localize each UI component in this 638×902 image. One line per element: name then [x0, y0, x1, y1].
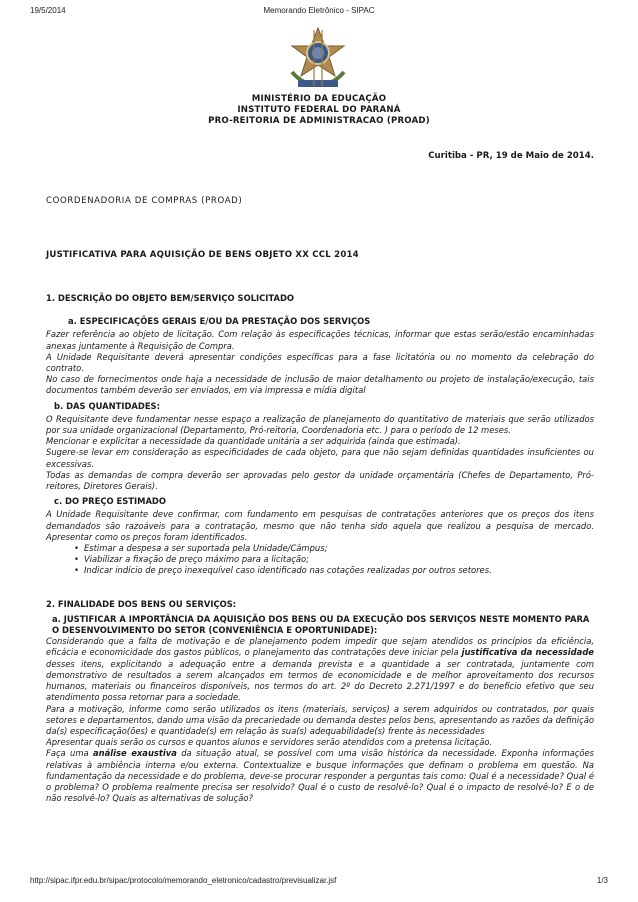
section2a-heading: a. JUSTIFICAR A IMPORTÂNCIA DA AQUISIÇÃO DOS BENS OU DA EXECUÇÃO DOS SERVIÇOS NESTE MOMENTO PARA O DESENVOLVIMENTO DO SETOR (CONVENIÊNCIA E OPORTUNIDADE):	[52, 613, 590, 636]
section1a-heading: a. ESPECIFICAÇÕES GERAIS E/OU DA PRESTAÇÃO DOS SERVIÇOS	[68, 316, 371, 327]
section1a-paragraph-1: Fazer referência ao objeto de licitação. Com relação às especificações técnicas, informar que estas serão/estão encaminhadas anexas juntamente à Requisição de Compra.	[46, 329, 594, 351]
section1b-paragraph-1: O Requisitante deve fundamentar nesse espaço a realização de planejamento do quantitativo de materiais que serão utilizados por sua unidade organizacional (Departamento, Pró-reitoria, Coordenadoria etc. ) para o período de 12 meses.	[46, 413, 594, 436]
print-header	[0, 6, 638, 18]
page-url: http://sipac.ifpr.edu.br/sipac/protocolo/memorando_eletronico/cadastro/previsualizar.jsf	[30, 876, 337, 885]
section2a-paragraph-3: Apresentar quais serão os cursos e quantos alunos e servidores serão atendidos com a pretensa licitação.	[46, 737, 493, 748]
institution-header	[0, 94, 638, 127]
ministry-line: MINISTÉRIO DA EDUCAÇÃO	[251, 94, 387, 104]
section1c-heading: c. DO PREÇO ESTIMADO	[54, 496, 167, 507]
list-item: • Estimar a despesa a ser suportada pela Unidade/Câmpus;	[74, 543, 594, 554]
department-name: COORDENADORIA DE COMPRAS (PROAD)	[46, 196, 243, 206]
page-number: 1/3	[596, 876, 608, 885]
section2a-paragraph-4	[46, 748, 594, 804]
section1-heading: 1. DESCRIÇÃO DO OBJETO BEM/SERVIÇO SOLICITADO	[46, 293, 295, 303]
paragraph-text: desses itens, explicitando a adequação entre a demanda prevista e a quantidade a ser contratada, juntamente com demonstrativo de resultados a serem alcançados em termos de economicidade e de melhor aproveitamento dos recursos humanos, materiais ou financeiros disponíveis, nos termos do art. 2º do Decreto 2.271/1997 e do benefício efetivo que seu atendimento possa retornar para a sociedade.	[46, 658, 594, 703]
section2a-paragraph-2: Para a motivação, informe como serão utilizados os itens (materiais, serviços) a serem adquiridos ou contratados, por quais setores e departamentos, dando uma visão da precariedade ou demanda destes pelos bens, apresentando as razões da definição da(s) especificação(ões) e quantidade(s) em relação às sua(s) adequabilidade(s) frente às necessidades	[46, 703, 594, 736]
section1c-paragraph-1: A Unidade Requisitante deve confirmar, com fundamento em pesquisas de contratações anteriores que os preços dos itens demandados são razoáveis para a contratação, mesmo que não tenha sido aquela que realizou a pesquisa de mercado. Apresentar como os preços foram identificados.	[46, 509, 594, 542]
document-subject: JUSTIFICATIVA PARA AQUISIÇÃO DE BENS OBJETO XX CCL 2014	[46, 250, 359, 260]
paragraph-text: da situação atual, se possível com uma visão histórica da necessidade. Exponha informações relativas à ambiência interna e/ou externa. Contextualize e busque informações que definam o problema em questão. Na fundamentação da necessidade e do problema, deve-se procurar responder a perguntas tais como: Qual é a necessidade? Qual é o problema? O problema realmente precisa ser resolvido? Qual é o custo de resolvê-lo? Qual é o impacto de resolvê-lo? E o de não resolvê-lo? Quais as alternativas de solução?	[46, 748, 595, 804]
print-footer	[0, 876, 638, 888]
brazil-coat-of-arms-icon	[284, 26, 352, 92]
section1a-paragraph-2: A Unidade Requisitante deverá apresentar condições específicas para a fase licitatória ou no momento da celebração do contrato.	[46, 351, 594, 374]
section1b-paragraph-3: Sugere-se levar em consideração as especificidades de cada objeto, para que não sejam definidas quantidades insuficientes ou excessivas.	[46, 447, 594, 469]
institute-line: INSTITUTO FEDERAL DO PARANÁ	[237, 105, 401, 115]
section1b-paragraph-4: Todas as demandas de compra deverão ser aprovadas pelo gestor da unidade orçamentária (Chefes de Departamento, Pró-reitores, Diretores Gerais).	[46, 469, 594, 492]
section1a-paragraph-3: No caso de fornecimentos onde haja a necessidade de inclusão de maior detalhamento ou projeto de instalação/execução, tais documentos também deverão ser enviados, em via impressa e mídia digital	[46, 374, 594, 396]
section1b-heading: b. DAS QUANTIDADES:	[54, 400, 160, 411]
list-item: • Indicar indício de preço inexequível caso identificado nas cotações realizadas por outros setores.	[74, 565, 594, 576]
section1b-paragraph-2: Mencionar e explicitar a necessidade da quantidade unitária a ser adquirida (ainda que estimada).	[46, 436, 461, 447]
city-date: Curitiba - PR, 19 de Maio de 2014.	[428, 151, 594, 161]
pro-rectory-line: PRO-REITORIA DE ADMINISTRACAO (PROAD)	[208, 116, 430, 126]
emphasis-text: justificativa da necessidade	[461, 647, 594, 658]
paragraph-text: Considerando que a falta de motivação e de planejamento podem impedir que sejam atendidos os princípios da eficiência, eficácia e economicidade dos gastos públicos, o planejamento das contratações deve iniciar pela	[46, 636, 594, 658]
section2a-paragraph-1	[46, 636, 594, 703]
section1c-bullet-list	[46, 543, 594, 577]
list-item: • Viabilizar a fixação de preço máximo para a licitação;	[74, 554, 594, 565]
paragraph-text: Faça uma	[46, 748, 93, 759]
print-title: Memorando Eletrônico - SIPAC	[263, 6, 375, 15]
emphasis-text: análise exaustiva	[92, 748, 177, 759]
section2-heading: 2. FINALIDADE DOS BENS OU SERVIÇOS:	[46, 598, 237, 609]
memo-body	[46, 293, 594, 804]
print-date: 19/5/2014	[30, 6, 66, 15]
